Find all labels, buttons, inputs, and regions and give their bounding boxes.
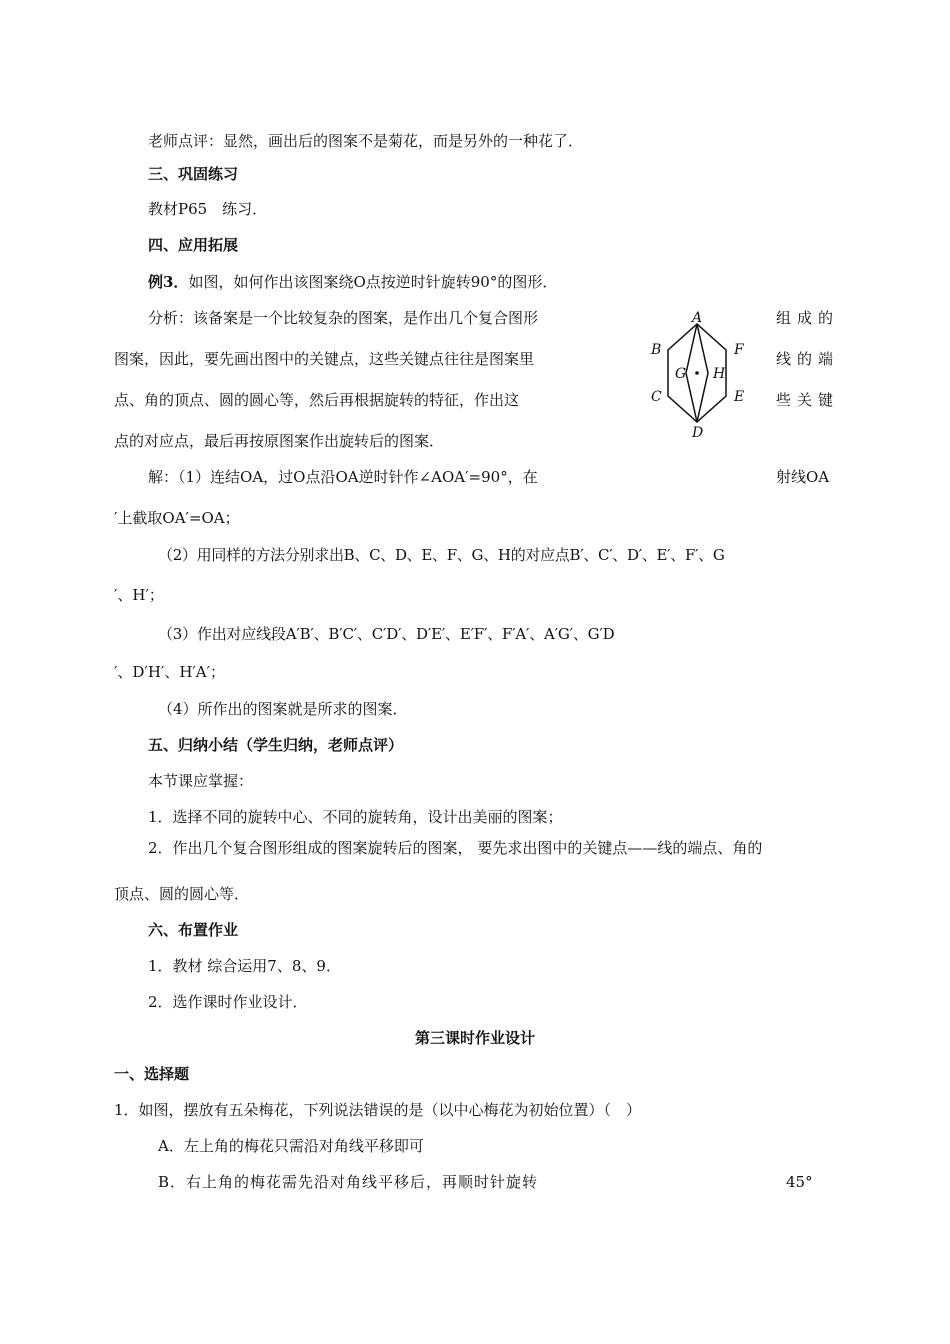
label-c: C	[651, 389, 662, 405]
label-f: F	[734, 342, 744, 358]
analysis-line-2: 图案，因此，要先画出图中的关键点，这些关键点往往是图案里	[114, 350, 535, 368]
solution-step-1b: ′上截取OA′=OA；	[114, 509, 240, 527]
question-1-option-a: A．左上角的梅花只需沿对角线平移即可	[158, 1137, 424, 1155]
question-1: 1．如图，摆放有五朵梅花，下列说法错误的是（以中心梅花为初始位置）（ ）	[114, 1101, 642, 1119]
analysis-line-1-right: 组成的	[776, 309, 840, 327]
center-point-o	[695, 371, 699, 375]
hexagon-figure	[642, 310, 762, 440]
label-b: B	[651, 342, 662, 358]
section-heading-application: 四、应用拓展	[148, 236, 239, 254]
analysis-line-1: 分析：该备案是一个比较复杂的图案，是作出几个复合图形	[148, 309, 539, 327]
question-1-option-b-angle: 45°	[786, 1173, 813, 1191]
homework-item-2: 2．选作课时作业设计．	[148, 993, 308, 1011]
summary-item-2a: 2．作出几个复合图形组成的图案旋转后的图案， 要先求出图中的关键点——线的端点、角的	[148, 839, 763, 857]
label-e: E	[734, 389, 745, 405]
solution-step-4: （4）所作出的图案就是所求的图案．	[158, 700, 408, 718]
multiple-choice-heading: 一、选择题	[114, 1065, 190, 1083]
solution-step-1a: 解：（1）连结OA，过O点沿OA逆时针作∠AOA′=90°，在	[148, 468, 538, 486]
homework-design-title: 第三课时作业设计	[414, 1029, 535, 1047]
textbook-exercise: 教材P65 练习．	[148, 200, 268, 218]
solution-step-3a: （3）作出对应线段A′B′、B′C′、C′D′、D′E′、E′F′、F′A′、A′G′、G′D	[158, 625, 615, 643]
section-heading-homework: 六、布置作业	[148, 921, 239, 939]
homework-item-1: 1．教材 综合运用7、8、9．	[148, 957, 341, 975]
teacher-comment: 老师点评：显然，画出后的图案不是菊花，而是另外的一种花了．	[148, 132, 584, 150]
analysis-line-2-right: 线的端	[776, 350, 840, 368]
summary-item-2b: 顶点、圆的圆心等．	[114, 885, 250, 903]
label-h: H	[713, 366, 726, 382]
label-g: G	[675, 366, 687, 382]
summary-intro: 本节课应掌握：	[148, 772, 254, 790]
section-heading-summary: 五、归纳小结（学生归纳，老师点评）	[148, 736, 404, 754]
question-1-option-b: B．右上角的梅花需先沿对角线平移后，再顺时针旋转	[158, 1173, 539, 1191]
solution-step-3b: ′、D′H′、H′A′；	[114, 663, 226, 681]
solution-step-2a: （2）用同样的方法分别求出B、C、D、E、F、G、H的对应点B′、C′、D′、E′、F′、G	[158, 546, 725, 564]
analysis-line-4: 点的对应点，最后再按原图案作出旋转后的图案．	[114, 432, 445, 450]
solution-step-1a-right: 射线OA	[776, 468, 830, 486]
solution-step-2b: ′、H′；	[114, 586, 164, 604]
section-heading-consolidation: 三、巩固练习	[148, 165, 239, 183]
analysis-line-3: 点、角的顶点、圆的圆心等，然后再根据旋转的特征，作出这	[114, 391, 520, 409]
example-text: 如图，如何作出该图案绕O点按逆时针旋转90°的图形．	[188, 273, 558, 291]
example-3	[148, 272, 557, 292]
summary-item-1: 1．选择不同的旋转中心、不同的旋转角，设计出美丽的图案；	[148, 808, 563, 826]
label-a: A	[692, 310, 703, 326]
analysis-line-3-right: 些关键	[776, 391, 840, 409]
label-d: D	[692, 425, 704, 440]
example-label: 例3．	[148, 273, 189, 291]
